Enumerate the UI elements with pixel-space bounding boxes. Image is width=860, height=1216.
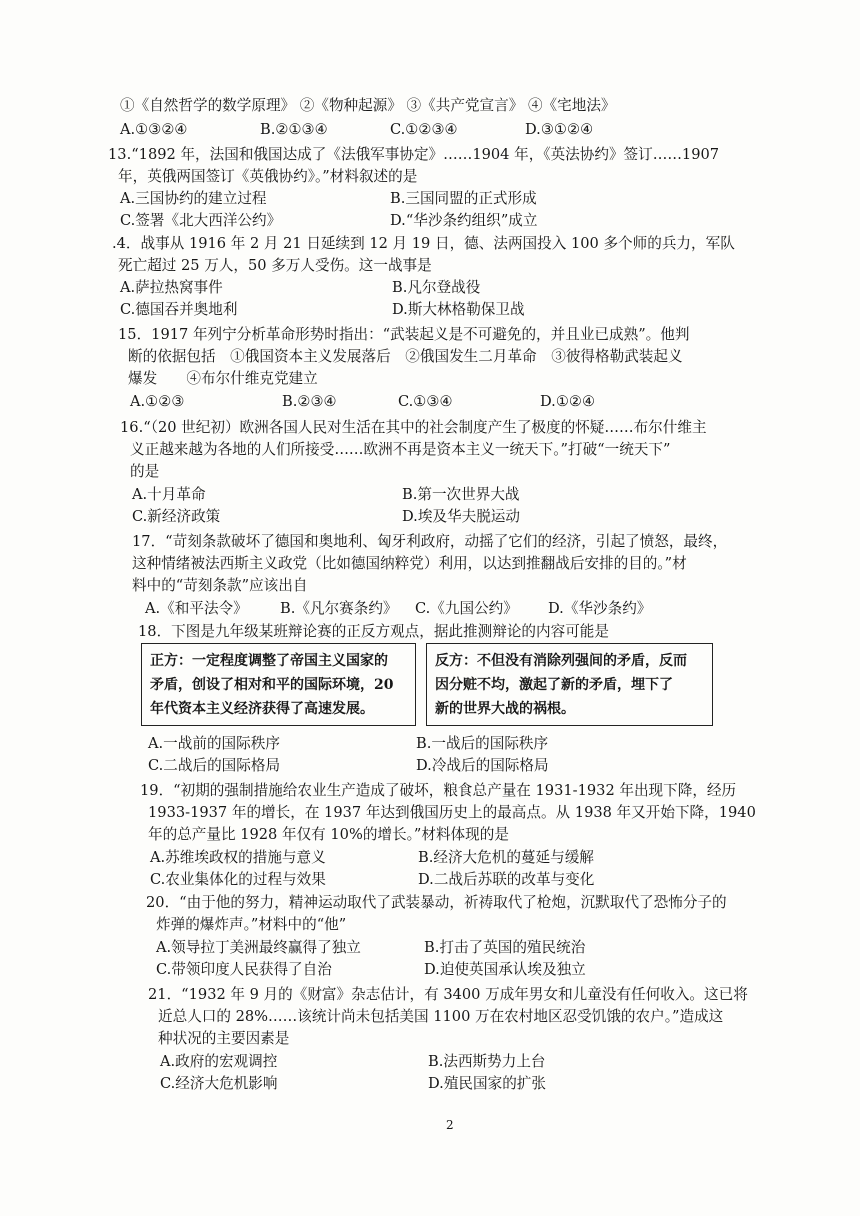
q21-stem-line2: 近总人口的 28%……该统计尚未包括美国 1100 万在农村地区忍受饥饿的农户。”造成这 [158, 1008, 724, 1025]
q18-pro-line2: 矛盾，创设了相对和平的国际环境，20 [150, 677, 394, 693]
q13-option-c: C.签署《北大西洋公约》 [120, 212, 282, 229]
q18-stem: 18．下图是九年级某班辩论赛的正反方观点，据此推测辩论的内容可能是 [138, 623, 609, 640]
q18-option-a: A.一战前的国际秩序 [148, 735, 280, 752]
q13-option-b: B.三国同盟的正式形成 [390, 190, 537, 207]
q15-option-c: C.①③④ [398, 393, 453, 410]
q15-option-b: B.②③④ [282, 393, 337, 410]
q18-option-c: C.二战后的国际格局 [148, 757, 281, 774]
q14-option-b: B.凡尔登战役 [392, 279, 481, 296]
page-number: 2 [446, 1118, 454, 1132]
q17-stem-line3: 料中的“苛刻条款”应该出自 [132, 577, 308, 594]
q16-option-b: B.第一次世界大战 [402, 486, 520, 503]
q19-option-b: B.经济大危机的蔓延与缓解 [418, 849, 594, 866]
q14-stem-line1: .4．战事从 1916 年 2 月 21 日延续到 12 月 19 日，德、法两国投入 100 多个师的兵力，军队 [112, 235, 735, 252]
q14-option-d: D.斯大林格勒保卫战 [392, 301, 525, 318]
q12-works-list: ①《自然哲学的数学原理》 ②《物种起源》 ③《共产党宣言》 ④《宅地法》 [120, 97, 616, 114]
q17-stem-line2: 这种情绪被法西斯主义政党（比如德国纳粹党）利用，以达到推翻战后安排的目的。”材 [132, 555, 687, 572]
q20-option-b: B.打击了英国的殖民统治 [424, 939, 586, 956]
q16-stem-line2: 义正越来越为各地的人们所接受……欧洲不再是资本主义一统天下。”打破“一统天下” [130, 441, 671, 458]
q14-option-c: C.德国吞并奥地利 [120, 301, 238, 318]
q20-option-d: D.迫使英国承认埃及独立 [424, 961, 586, 978]
q16-stem-line1: 16.“（20 世纪初）欧洲各国人民对生活在其中的社会制度产生了极度的怀疑……布尔什维主 [120, 419, 707, 436]
q14-option-a: A.萨拉热窝事件 [120, 279, 223, 296]
q21-option-d: D.殖民国家的扩张 [428, 1075, 546, 1092]
q15-option-d: D.①②④ [540, 393, 596, 410]
q13-stem-line1: 13.“1892 年，法国和俄国达成了《法俄军事协定》……1904 年，《英法协约》签订……1907 [108, 146, 720, 163]
q21-option-c: C.经济大危机影响 [160, 1075, 278, 1092]
q19-stem-line3: 年的总产量比 1928 年仅有 10%的增长。”材料体现的是 [148, 826, 509, 843]
q17-option-a: A.《和平法令》 [145, 600, 248, 617]
q12-option-a: A.①③②④ [120, 121, 188, 138]
q18-con-line3: 新的世界大战的祸根。 [435, 701, 575, 717]
q17-option-b: B.《凡尔赛条约》 [280, 600, 398, 617]
q16-option-a: A.十月革命 [132, 486, 206, 503]
q15-stem-line1: 15．1917 年列宁分析革命形势时指出：“武装起义是不可避免的，并且业已成熟”。他判 [118, 326, 690, 343]
q20-stem-line1: 20．“由于他的努力，精神运动取代了武装暴动，祈祷取代了枪炮，沉默取代了恐怖分子的 [146, 894, 727, 911]
q19-option-a: A.苏维埃政权的措施与意义 [150, 849, 326, 866]
q21-option-b: B.法西斯势力上台 [428, 1053, 546, 1070]
q15-stem-line2: 断的依据包括 ①俄国资本主义发展落后 ②俄国发生二月革命 ③彼得格勒武装起义 [128, 348, 683, 365]
q17-option-c: C.《九国公约》 [415, 600, 518, 617]
q18-con-line2: 因分赃不均，激起了新的矛盾，埋下了 [435, 677, 673, 693]
q16-option-d: D.埃及华夫脱运动 [402, 508, 520, 525]
q17-stem-line1: 17．“苛刻条款破坏了德国和奥地利、匈牙利政府，动摇了它们的经济，引起了愤怒，最终， [132, 533, 728, 550]
q18-con-box [426, 643, 713, 726]
q12-option-c: C.①②③④ [390, 121, 458, 138]
q18-pro-line3: 年代资本主义经济获得了高速发展。 [150, 701, 374, 717]
q18-con-line1: 反方：不但没有消除列强间的矛盾，反而 [435, 653, 687, 669]
q19-stem-line2: 1933-1937 年的增长，在 1937 年达到俄国历史上的最高点。从 1938 年又开始下降，1940 [148, 804, 756, 821]
q21-option-a: A.政府的宏观调控 [160, 1053, 278, 1070]
q16-stem-line3: 的是 [130, 463, 160, 480]
q13-option-d: D.“华沙条约组织”成立 [390, 212, 538, 229]
q19-option-c: C.农业集体化的过程与效果 [150, 871, 326, 888]
q20-option-a: A.领导拉丁美洲最终赢得了独立 [156, 939, 361, 956]
q18-pro-box [141, 643, 416, 726]
q20-option-c: C.带领印度人民获得了自治 [156, 961, 332, 978]
q15-option-a: A.①②③ [130, 393, 185, 410]
q18-option-d: D.冷战后的国际格局 [416, 757, 549, 774]
q12-option-b: B.②①③④ [260, 121, 328, 138]
q18-option-b: B.一战后的国际秩序 [416, 735, 549, 752]
q20-stem-line2: 炸弹的爆炸声。”材料中的“他” [156, 916, 347, 933]
q21-stem-line1: 21．“1932 年 9 月的《财富》杂志估计，有 3400 万成年男女和儿童没有任何收入。这已将 [148, 986, 748, 1003]
q18-pro-line1: 正方：一定程度调整了帝国主义国家的 [150, 653, 388, 669]
q13-option-a: A.三国协约的建立过程 [120, 190, 267, 207]
q12-option-d: D.③①②④ [525, 121, 594, 138]
q19-option-d: D.二战后苏联的改革与变化 [418, 871, 595, 888]
q19-stem-line1: 19．“初期的强制措施给农业生产造成了破坏，粮食总产量在 1931-1932 年出现下降，经历 [140, 782, 737, 799]
q14-stem-line2: 死亡超过 25 万人，50 多万人受伤。这一战事是 [118, 257, 432, 274]
q15-stem-line3: 爆发 ④布尔什维克党建立 [128, 370, 318, 387]
q21-stem-line3: 种状况的主要因素是 [158, 1030, 290, 1047]
q16-option-c: C.新经济政策 [132, 508, 221, 525]
q17-option-d: D.《华沙条约》 [548, 600, 652, 617]
q13-stem-line2: 年，英俄两国签订《英俄协约》。”材料叙述的是 [118, 168, 418, 185]
